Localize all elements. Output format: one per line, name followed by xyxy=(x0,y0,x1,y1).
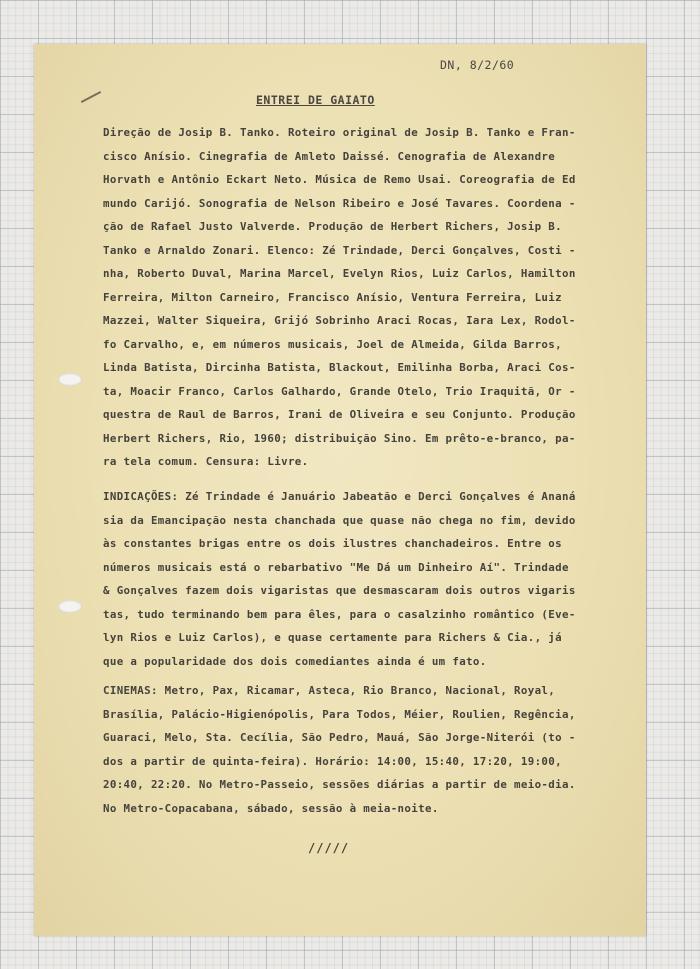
text-line: ção de Rafael Justo Valverde. Produção de Herbert Richers, Josip B. xyxy=(103,220,562,233)
text-line: INDICAÇÕES: Zé Trindade é Januário Jabeatão e Derci Gonçalves é Ananá xyxy=(103,490,576,503)
document-reference: DN, 8/2/60 xyxy=(440,58,515,72)
text-line: No Metro-Copacabana, sábado, sessão à meia-noite. xyxy=(103,801,439,815)
text-line: lyn Rios e Luiz Carlos), e quase certamente para Richers & Cia., já xyxy=(103,631,562,644)
text-line: fo Carvalho, e, em números musicais, Joel de Almeida, Gilda Barros, xyxy=(103,337,562,351)
text-line: Linda Batista, Dircinha Batista, Blackout, Emilinha Borba, Araci Cos- xyxy=(103,361,576,374)
text-line: mundo Carijó. Sonografia de Nelson Ribeiro e José Tavares. Coordena - xyxy=(103,196,576,210)
text-line: números musicais está o rebarbativo "Me Dá um Dinheiro Aí". Trindade xyxy=(103,560,569,574)
end-mark: ///// xyxy=(308,841,350,855)
text-line: sia da Emancipação nesta chanchada que quase não chega no fim, devido xyxy=(103,513,576,527)
text-line: Brasília, Palácio-Higienópolis, Para Todos, Méier, Roulien, Regência, xyxy=(103,707,576,721)
cinemas-paragraph xyxy=(103,679,615,820)
text-line: dos a partir de quinta-feira). Horário: 14:00, 15:40, 17:20, 19:00, xyxy=(103,754,562,768)
text-line: CINEMAS: Metro, Pax, Ricamar, Asteca, Rio Branco, Nacional, Royal, xyxy=(103,684,556,697)
text-line: nha, Roberto Duval, Marina Marcel, Evelyn Rios, Luiz Carlos, Hamilton xyxy=(103,267,576,280)
text-line: às constantes brigas entre os dois ilustres chanchadeiros. Entre os xyxy=(103,537,562,550)
text-line: tas, tudo terminando bem para êles, para o casalzinho romântico (Eve- xyxy=(103,607,576,621)
text-line: Horvath e Antônio Eckart Neto. Música de Remo Usai. Coreografia de Ed xyxy=(103,173,576,186)
credits-paragraph xyxy=(103,121,615,474)
punch-hole xyxy=(58,373,82,386)
text-line: cisco Anísio. Cinegrafia de Amleto Daissé. Cenografia de Alexandre xyxy=(103,149,556,163)
text-line: questra de Raul de Barros, Irani de Oliveira e seu Conjunto. Produção xyxy=(103,408,576,421)
punch-hole xyxy=(58,600,82,613)
text-line: Ferreira, Milton Carneiro, Francisco Anísio, Ventura Ferreira, Luiz xyxy=(103,290,562,304)
text-line: Tanko e Arnaldo Zonari. Elenco: Zé Trindade, Derci Gonçalves, Costi - xyxy=(103,243,576,257)
document-page xyxy=(34,44,646,936)
text-line: Direção de Josip B. Tanko. Roteiro original de Josip B. Tanko e Fran- xyxy=(103,126,576,139)
text-line: Mazzei, Walter Siqueira, Grijó Sobrinho Araci Rocas, Iara Lex, Rodol- xyxy=(103,314,576,327)
pencil-mark xyxy=(81,91,101,103)
indications-paragraph xyxy=(103,485,615,673)
text-line: 20:40, 22:20. No Metro-Passeio, sessões diárias a partir de meio-dia. xyxy=(103,778,576,791)
text-line: & Gonçalves fazem dois vigaristas que desmascaram dois outros vigaris xyxy=(103,584,576,597)
text-line: Herbert Richers, Rio, 1960; distribuição Sino. Em prêto-e-branco, pa- xyxy=(103,431,576,445)
text-line: que a popularidade dos dois comediantes ainda é um fato. xyxy=(103,654,487,668)
text-line: ta, Moacir Franco, Carlos Galhardo, Grande Otelo, Trio Iraquitã, Or - xyxy=(103,384,576,398)
document-title: ENTREI DE GAIATO xyxy=(256,93,375,107)
text-line: Guaraci, Melo, Sta. Cecília, São Pedro, Mauá, São Jorge-Niterói (to - xyxy=(103,731,576,744)
text-line: ra tela comum. Censura: Livre. xyxy=(103,455,309,468)
